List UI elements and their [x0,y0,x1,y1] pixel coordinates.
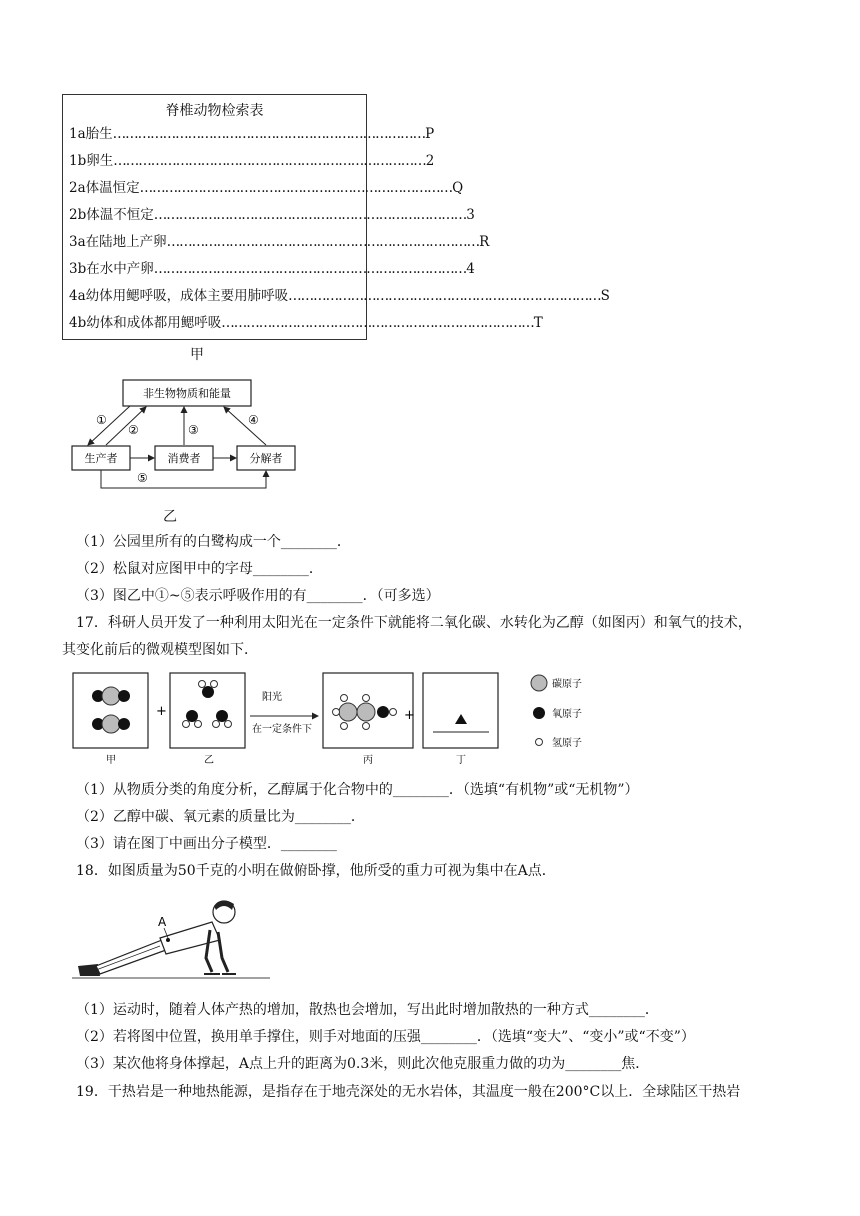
q17-part3: （3）请在图丁中画出分子模型．________ [76,836,337,852]
q16-part3: （3）图乙中①~⑤表示呼吸作用的有________．（可多选） [76,588,440,604]
key-row: 1b卵生 ………………………………………………………………… 2 [69,153,435,169]
panel-yi [170,673,245,748]
key-row: 4b幼体和成体都用鳃呼吸 ………………………………………………………………… T [69,315,543,331]
arrow-label-1: ① [96,413,107,427]
q17-stem-line2: 其变化前后的微观模型图如下． [62,642,258,658]
consumer-label: 消费者 [167,452,201,465]
q18-part3: （3）某次他将身体撑起，A点上升的距离为0.3米，则此次他克服重力做的功为________焦． [76,1056,650,1072]
legend-carbon: 碳原子 [552,679,582,690]
arrow-label-4: ④ [248,413,259,427]
q17-part2: （2）乙醇中碳、氧元素的质量比为________． [76,809,365,825]
point-a-label: A [158,915,167,929]
q16-part1: （1）公园里所有的白鹭构成一个________． [76,534,351,550]
key-row: 2b体温不恒定 ………………………………………………………………… 3 [69,207,475,223]
panel-label-jia: 甲 [106,755,116,766]
key-table-title: 脊椎动物检索表 [165,103,264,119]
nonliving-label: 非生物物质和能量 [143,387,231,400]
legend-hydrogen-icon [536,739,543,746]
legend-hydrogen: 氢原子 [552,738,582,749]
arrow-label-3: ③ [188,423,199,437]
decomposer-label: 分解者 [249,452,283,465]
pushup-figure [72,892,272,987]
molecule-model-figure [70,668,630,768]
key-row: 4a幼体用鳃呼吸，成体主要用肺呼吸 ………………………………………………………………… S [69,288,610,304]
key-row: 3b在水中产卵 ………………………………………………………………… 4 [69,261,475,277]
q19-stem: 19．干热岩是一种地热能源，是指存在于地壳深处的无水岩体，其温度一般在200°C以上．全球陆区干热岩 [76,1084,741,1100]
panel-label-yi: 乙 [204,755,214,766]
key-row: 2a体温恒定 ………………………………………………………………… Q [69,180,464,196]
q17-part1: （1）从物质分类的角度分析，乙醇属于化合物中的________．（选填“有机物”或“无机物”） [76,782,639,798]
arrow-label-5: ⑤ [137,471,148,485]
q18-part2: （2）若将图中位置，换用单手撑住，则手对地面的压强________．（选填“变大”、“变小”或“不变”） [76,1029,695,1045]
panel-ding [423,673,498,748]
diagram-caption: 乙 [163,509,177,525]
panel-jia [73,673,148,748]
key-table [62,94,610,340]
plus-1: + [156,704,167,719]
q17-stem-line1: 17．科研人员开发了一种利用太阳光在一定条件下就能将二氧化碳、水转化为乙醇（如图丙）和氧气的技术， [76,615,752,631]
legend-oxygen: 氧原子 [552,709,582,720]
q18-stem: 18．如图质量为50千克的小明在做俯卧撑，他所受的重力可视为集中在A点． [76,863,556,879]
arrow-top-label: 阳光 [262,692,282,703]
panel-label-ding: 丁 [456,755,466,766]
plus-2: + [404,708,415,723]
ecosystem-diagram [66,372,326,502]
q16-part2: （2）松鼠对应图甲中的字母________． [76,561,323,577]
key-row: 3a在陆地上产卵 ………………………………………………………………… R [69,234,490,250]
key-table-caption: 甲 [190,347,204,363]
arrow-bottom-label: 在一定条件下 [252,724,312,735]
q18-part1: （1）运动时，随着人体产热的增加，散热也会增加，写出此时增加散热的一种方式________． [76,1002,659,1018]
legend-carbon-icon [531,675,547,691]
legend-oxygen-icon [533,707,545,719]
producer-label: 生产者 [84,452,118,465]
panel-label-bing: 丙 [363,755,373,766]
arrow-label-2: ② [128,423,139,437]
key-row: 1a胎生 ………………………………………………………………… P [69,126,435,142]
